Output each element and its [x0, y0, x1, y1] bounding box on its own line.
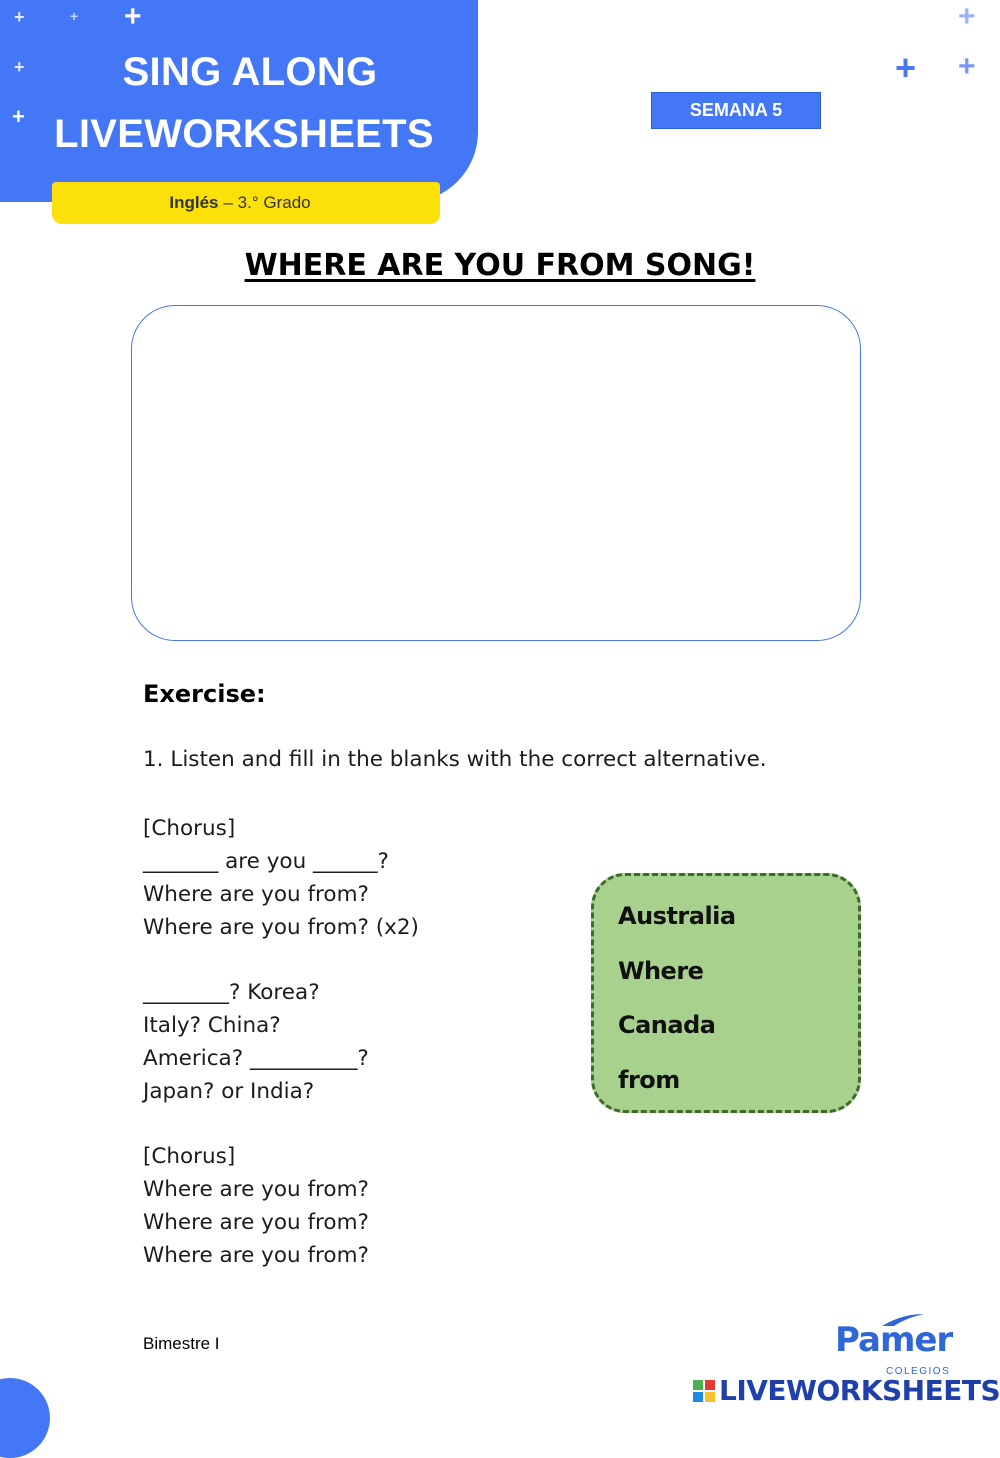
word-bank-item[interactable]: from	[618, 1065, 680, 1094]
plus-icon: +	[958, 0, 976, 33]
word-bank-item[interactable]: Where	[618, 956, 704, 985]
week-badge: SEMANA 5	[651, 92, 821, 129]
header-title-line1: SING ALONG	[122, 50, 378, 94]
corner-decoration	[0, 1378, 50, 1458]
lyric-line: Where are you from?	[143, 882, 369, 907]
page-title: WHERE ARE YOU FROM SONG!	[244, 248, 756, 283]
lyric-line: America? __________?	[143, 1046, 369, 1071]
footer-term: Bimestre I	[143, 1334, 220, 1353]
plus-icon: +	[958, 50, 976, 83]
plus-icon: +	[12, 104, 25, 129]
lyric-line: Japan? or India?	[143, 1079, 315, 1104]
header-panel	[0, 0, 478, 202]
liveworksheets-logo[interactable]	[693, 1374, 1000, 1407]
exercise-instruction: 1. Listen and fill in the blanks with the correct alternative.	[143, 747, 767, 772]
lyric-gap	[143, 944, 563, 976]
word-bank	[591, 873, 861, 1113]
word-bank-item[interactable]: Australia	[618, 902, 736, 930]
lyric-line: [Chorus]	[143, 1144, 236, 1169]
lyric-gap	[143, 1108, 563, 1140]
header-title-line2: LIVEWORKSHEETS	[54, 112, 434, 156]
lyric-line: ________? Korea?	[143, 980, 320, 1005]
lyric-line: Where are you from?	[143, 1243, 369, 1268]
pamer-logo-sub: COLEGIOS	[886, 1366, 951, 1377]
word-bank-item[interactable]: Canada	[618, 1011, 716, 1039]
lyric-line: [Chorus]	[143, 816, 236, 841]
lyric-line: Where are you from?	[143, 1177, 369, 1202]
lyric-line: Where are you from?	[143, 1210, 369, 1235]
liveworksheets-logo-text: LIVEWORKSHEETS	[719, 1374, 1000, 1407]
lyric-line: Italy? China?	[143, 1013, 281, 1038]
video-embed-box[interactable]	[131, 305, 861, 641]
plus-icon: +	[14, 7, 25, 27]
subject-bar	[52, 182, 440, 224]
lyrics-list	[143, 812, 563, 1272]
plus-icon: +	[14, 57, 25, 77]
liveworksheets-icon	[693, 1380, 715, 1402]
pamer-logo: Pamer	[835, 1320, 953, 1360]
plus-icon: +	[895, 47, 917, 88]
plus-icon: +	[70, 8, 79, 24]
lyric-line: Where are you from? (x2)	[143, 915, 419, 940]
lyric-line: _______ are you ______?	[143, 849, 389, 874]
subject-name: Inglés	[169, 193, 219, 212]
subject-grade: – 3.° Grado	[223, 193, 311, 212]
plus-icon: +	[124, 0, 142, 33]
exercise-heading: Exercise:	[143, 680, 266, 708]
